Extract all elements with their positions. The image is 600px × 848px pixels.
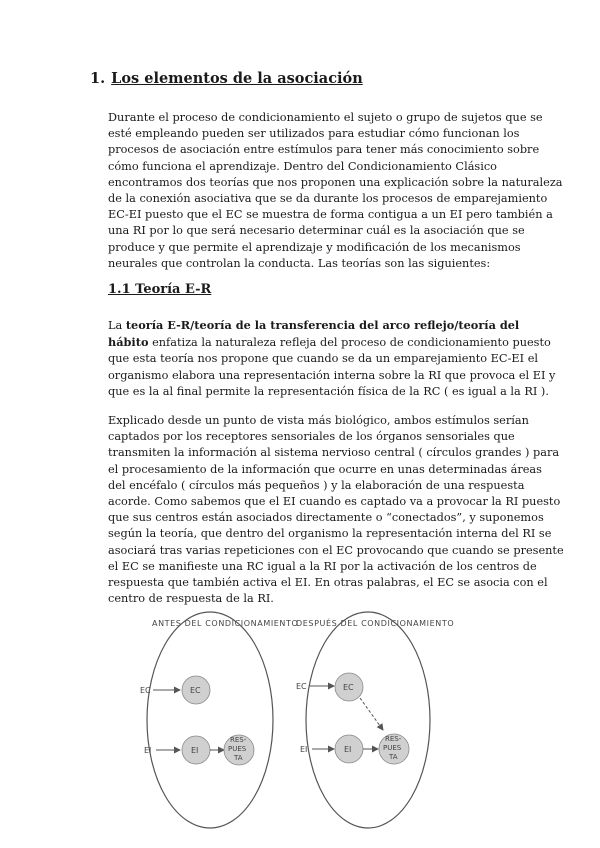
text-line: produce y que permite el aprendizaje y modificación de los mecanismos [108, 240, 521, 254]
text-run: La [108, 319, 126, 332]
ei-stimulus-label-after: EI [300, 745, 308, 754]
text-line: acorde. Como sabemos que el EI cuando es captado va a provocar la RI puesto [108, 495, 561, 509]
text-line: esté empleando pueden ser utilizados para estudiar cómo funcionan los [108, 127, 520, 141]
text-line: según la teoría, que dentro del organismo la representación interna del RI se [108, 527, 552, 541]
text-line: del encéfalo ( círculos más pequeños ) y la elaboración de una respuesta [108, 478, 525, 492]
text-line: que sus centros están asociados directamente o “conectados”, y suponemos [108, 511, 544, 525]
section-heading [90, 70, 363, 87]
response-label-2-after: PUES [383, 744, 402, 752]
text-line: el EC se manifieste una RC igual a la RI por la activación de los centros de [108, 559, 537, 573]
learned-association-arrow [360, 698, 383, 730]
ec-center-label: EC [190, 686, 201, 695]
text-line: respuesta que también activa el EI. En otras palabras, el EC se asocia con el [108, 576, 548, 590]
text-line: captados por los receptores sensoriales de los órganos sensoriales que [108, 430, 515, 444]
response-label-1-after: RES- [385, 735, 402, 743]
response-label-3: TA [234, 754, 243, 762]
text-line: Durante el proceso de condicionamiento el sujeto o grupo de sujetos que se [108, 111, 543, 124]
text-line: de la conexión asociativa que se da durante los procesos de emparejamiento [108, 192, 548, 206]
organism-oval-before [147, 612, 273, 828]
text-line: centro de respuesta de la RI. [108, 592, 274, 606]
response-label-3-after: TA [389, 753, 398, 761]
text-line: organismo elabora una representación interna sobre la RI que provoca el EI y [108, 368, 556, 382]
subsection-heading: 1.1 Teoría E-R [108, 282, 212, 297]
ec-center-label-after: EC [343, 683, 354, 692]
text-run: enfatiza la naturaleza refleja del proceso de condicionamiento puesto [148, 336, 551, 350]
text-line: encontramos dos teorías que nos proponen una explicación sobre la naturaleza [108, 175, 563, 189]
text-line: el procesamiento de la información que ocurre en unas determinadas áreas [108, 462, 542, 476]
response-label-2: PUES [228, 745, 247, 753]
theory-paragraph [108, 317, 556, 400]
ei-center-label-after: EI [344, 745, 352, 754]
theory-name: teoría E-R/teoría de la transferencia del arco reflejo/teoría del [125, 318, 520, 332]
text-line: que esta teoría nos propone que cuando se da un emparejamiento EC-EI el [108, 352, 538, 366]
theory-name-end: hábito [108, 335, 149, 350]
text-line: procesos de asociación entre estímulos para tener más conocimiento sobre [108, 143, 540, 157]
section-number: 1. [90, 70, 106, 87]
left-panel-title: ANTES DEL CONDICIONAMIENTO [152, 619, 299, 628]
ei-center-label: EI [191, 746, 199, 755]
response-label-1: RES- [230, 736, 247, 744]
text-line: cómo funciona el aprendizaje. Dentro del Condicionamiento Clásico [108, 159, 497, 173]
ec-stimulus-label: EC [140, 686, 151, 695]
section-title: Los elementos de la asociación [111, 70, 363, 87]
conditioning-diagram [120, 610, 490, 840]
text-line: una RI por lo que será necesario determinar cuál es la asociación que se [108, 224, 525, 238]
right-panel-title: DESPUÉS DEL CONDICIONAMIENTO [296, 619, 455, 628]
text-line: neurales que controlan la conducta. Las teorías son las siguientes: [108, 256, 491, 270]
text-line: EC-EI puesto que el EC se muestra de forma contigua a un EI pero también a [108, 208, 553, 222]
text-line: asociará tras varias repeticiones con el EC provocando que cuando se presente [108, 543, 564, 557]
explanation-paragraph [108, 413, 564, 607]
text-line [108, 334, 551, 351]
ec-stimulus-label-after: EC [296, 682, 307, 691]
text-line: Explicado desde un punto de vista más biológico, ambos estímulos serían [108, 414, 529, 427]
conditioning-figure [120, 610, 490, 840]
intro-paragraph [108, 110, 563, 272]
text-line [108, 317, 518, 334]
organism-oval-after [306, 612, 430, 828]
ei-stimulus-label: EI [144, 746, 152, 755]
text-line: transmiten la información al sistema nervioso central ( círculos grandes ) para [108, 446, 560, 460]
text-line: que es la al final permite la representación física de la RC ( es igual a la RI ). [108, 384, 549, 398]
